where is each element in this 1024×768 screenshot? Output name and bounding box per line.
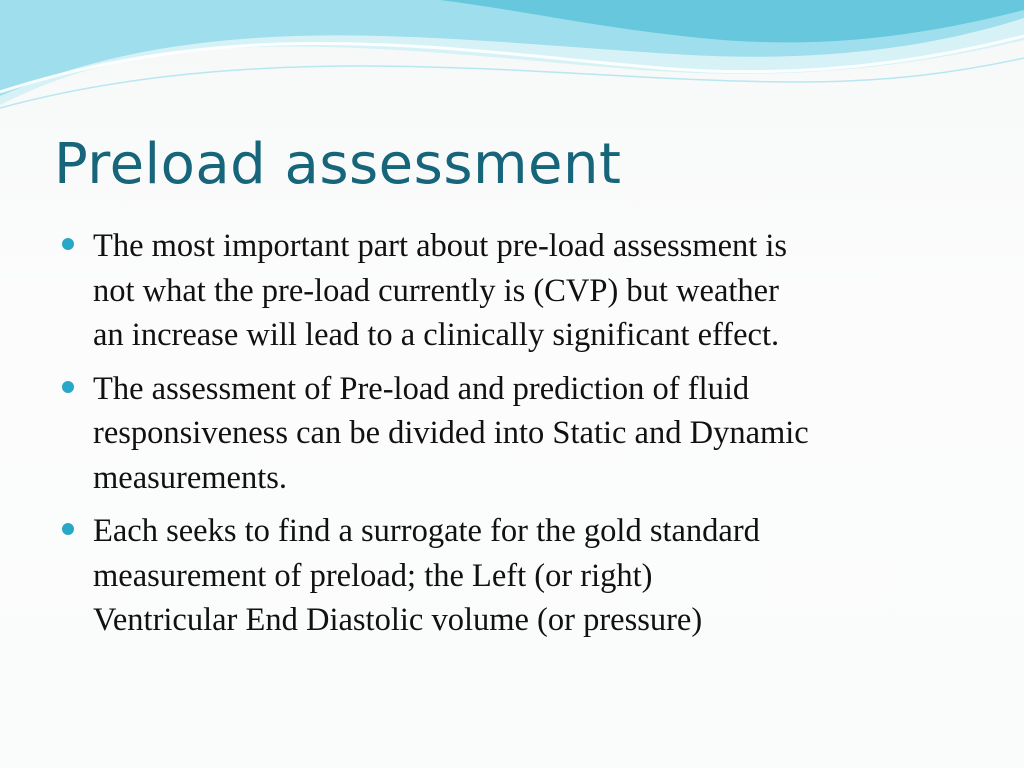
bullet-dot-icon	[62, 238, 74, 250]
bullet-line: measurement of preload; the Left (or right)	[93, 557, 653, 594]
bullet-dot-icon	[62, 381, 74, 393]
bullet-line: an increase will lead to a clinically significant effect.	[93, 317, 780, 353]
bullet-item	[62, 509, 982, 643]
bullet-line: The most important part about pre-load assessment is	[93, 228, 788, 264]
slide-title: Preload assessment	[54, 132, 622, 197]
bullet-dot-icon	[62, 523, 74, 535]
bullet-line: responsiveness can be divided into Static and Dynamic	[93, 415, 809, 451]
bullet-item	[62, 367, 982, 501]
bullet-item	[62, 224, 982, 358]
top-wave-decoration	[0, 0, 1024, 120]
bullet-line: not what the pre-load currently is (CVP) but weather	[93, 272, 779, 309]
bullet-line: Ventricular End Diastolic volume (or pressure)	[93, 602, 703, 638]
bullet-list	[62, 224, 982, 652]
bullet-line: Each seeks to find a surrogate for the gold standard	[93, 513, 760, 549]
bullet-line: measurements.	[93, 459, 288, 496]
bullet-line: The assessment of Pre-load and prediction of fluid	[93, 370, 750, 407]
